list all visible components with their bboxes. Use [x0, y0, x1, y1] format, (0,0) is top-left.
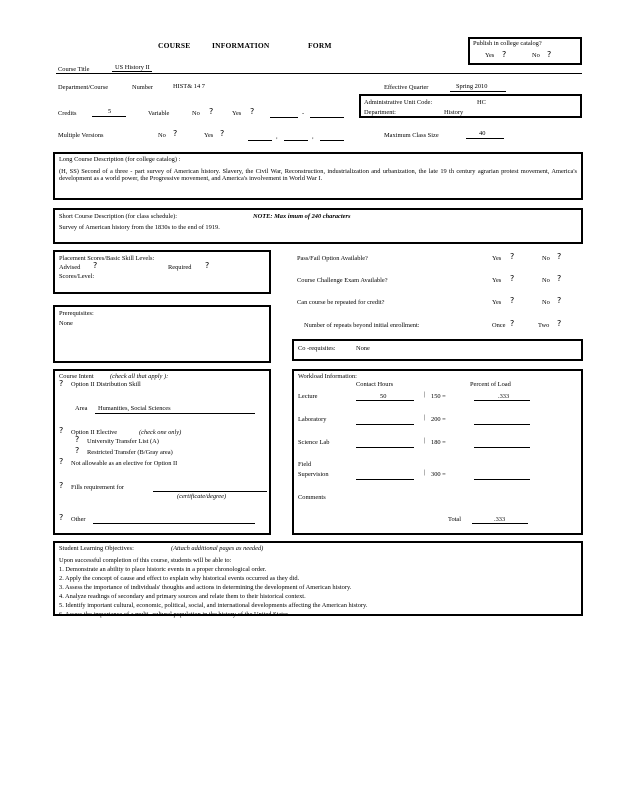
pass-fail-yes-label: Yes [492, 255, 502, 262]
long-description-label: Long Course Description (for college catalog) : [59, 156, 181, 163]
science-lab-divider: | [424, 437, 426, 444]
repeats-twice-label: Two [538, 322, 550, 329]
version-line-2[interactable] [284, 140, 308, 141]
area-value[interactable]: Humanities, Social Sciences [98, 405, 171, 412]
pass-fail-no-label: No [542, 255, 550, 262]
version-comma-2: , [312, 133, 314, 140]
science-lab-hours-line[interactable] [356, 447, 414, 448]
other-line[interactable] [93, 523, 255, 524]
pass-fail-yes-checkbox[interactable]: ? [510, 252, 515, 261]
effective-line [450, 91, 506, 92]
repeat-credit-label: Can course be repeated for credit? [297, 299, 385, 306]
repeat-yes-checkbox[interactable]: ? [510, 296, 515, 305]
short-description-note: NOTE: Max imum of 240 characters [253, 213, 351, 220]
supervision-label: Supervision [298, 471, 329, 478]
prerequisites-value[interactable]: None [59, 320, 73, 327]
corequisites-value[interactable]: None [356, 345, 370, 352]
placement-required-checkbox[interactable]: ? [205, 261, 210, 270]
corequisites-label: Co -requisites: [298, 345, 336, 352]
header-rule [56, 73, 582, 74]
total-value[interactable]: .333 [494, 516, 506, 523]
slo-label: Student Learning Objectives: [59, 545, 134, 552]
not-allowable-checkbox[interactable]: ? [59, 457, 64, 466]
effective-quarter-value[interactable]: Spring 2010 [456, 83, 488, 90]
area-label: Area [75, 405, 88, 412]
repeat-no-checkbox[interactable]: ? [557, 296, 562, 305]
long-description-text[interactable]: (H, SS) Second of a three - part survey of American history. Slavery, the Civil War, Reconstruction, industrialization and urbanization, the late 19 th century agrarian protest movement, America's development as a world power, the Progressive movement, and America's involvement in World War I. [59, 168, 577, 183]
slo-box [53, 541, 583, 616]
area-line [95, 413, 255, 414]
certificate-degree-label: (certificate/degree) [177, 493, 227, 500]
number-label: Number [132, 84, 153, 91]
fills-requirement-checkbox[interactable]: ? [59, 481, 64, 490]
placement-label: Placement Scores/Basic Skill Levels: [59, 255, 155, 262]
slo-item[interactable]: 4. Analyze readings of secondary and primary sources and relate them to their historical context. [59, 593, 306, 600]
multiple-yes-checkbox[interactable]: ? [220, 129, 225, 138]
lecture-divisor: 150 = [431, 393, 446, 400]
slo-note: (Attach additional pages as needed) [171, 545, 264, 552]
comments-label: Comments [298, 494, 326, 501]
field-label: Field [298, 461, 312, 468]
slo-item[interactable]: 1. Demonstrate an ability to place historic events in a proper chronological order. [59, 566, 267, 573]
max-class-value[interactable]: 40 [479, 130, 486, 137]
challenge-no-checkbox[interactable]: ? [557, 274, 562, 283]
multiple-no-checkbox[interactable]: ? [173, 129, 178, 138]
short-description-text[interactable]: Survey of American history from the 1830s to the end of 1919. [59, 224, 220, 231]
field-hours-line[interactable] [356, 479, 414, 480]
credits-line [92, 116, 126, 117]
slo-intro: Upon successful completion of this course, students will be able to: [59, 557, 232, 564]
max-class-label: Maximum Class Size [384, 132, 439, 139]
publish-yes-label: Yes [485, 52, 495, 59]
prerequisites-label: Prerequisites: [59, 310, 94, 317]
placement-advised-checkbox[interactable]: ? [93, 261, 98, 270]
option-distribution-checkbox[interactable]: ? [59, 379, 64, 388]
admin-unit-label: Administrative Unit Code: [364, 99, 433, 106]
placement-advised-label: Advised [59, 264, 81, 271]
publish-no-label: No [532, 52, 540, 59]
transfer-a-label: University Transfer List (A) [87, 438, 159, 445]
course-intent-label: Course Intent [59, 373, 94, 380]
course-intent-note: (check all that apply ): [110, 373, 169, 380]
laboratory-divisor: 200 = [431, 416, 446, 423]
challenge-exam-label: Course Challenge Exam Available? [297, 277, 388, 284]
version-comma-1: , [276, 133, 278, 140]
total-label: Total [448, 516, 462, 523]
repeats-once-label: Once [492, 322, 506, 329]
version-line-3[interactable] [320, 140, 344, 141]
lecture-hours-value[interactable]: 50 [380, 393, 387, 400]
fills-requirement-label: Fills requirement for [71, 484, 124, 491]
not-allowable-label: Not allowable as an elective for Option II [71, 460, 178, 467]
variable-min-line[interactable] [270, 117, 298, 118]
laboratory-percent-line[interactable] [474, 424, 530, 425]
field-percent-line[interactable] [474, 479, 530, 480]
lecture-divider: | [424, 391, 426, 398]
option-elective-note: (check one only) [139, 429, 182, 436]
max-class-line [466, 138, 504, 139]
repeats-once-checkbox[interactable]: ? [510, 319, 515, 328]
field-divisor: 300 = [431, 471, 446, 478]
laboratory-hours-line[interactable] [356, 424, 414, 425]
transfer-b-checkbox[interactable]: ? [75, 446, 80, 455]
lecture-percent-value[interactable]: .333 [498, 393, 510, 400]
repeat-yes-label: Yes [492, 299, 502, 306]
science-lab-divisor: 180 = [431, 439, 446, 446]
laboratory-divider: | [424, 414, 426, 421]
admin-dept-label: Department: [364, 109, 396, 116]
slo-item[interactable]: 2. Apply the concept of cause and effect to explain why historical events occurred as they did. [59, 575, 300, 582]
transfer-b-label: Restricted Transfer (B/Gray area) [87, 449, 173, 456]
long-description-box [53, 152, 583, 200]
variable-no-label: No [192, 110, 200, 117]
challenge-no-label: No [542, 277, 550, 284]
admin-dept-value[interactable]: History [444, 109, 464, 116]
challenge-yes-checkbox[interactable]: ? [510, 274, 515, 283]
variable-yes-label: Yes [232, 110, 242, 117]
laboratory-label: Laboratory [298, 416, 327, 423]
lecture-label: Lecture [298, 393, 318, 400]
variable-max-line[interactable] [310, 117, 344, 118]
form-title-form: FORM [308, 41, 332, 50]
multiple-versions-label: Multiple Versions [58, 132, 104, 139]
multiple-yes-label: Yes [204, 132, 214, 139]
admin-box [359, 94, 582, 118]
option-elective-checkbox[interactable]: ? [59, 426, 64, 435]
publish-no-checkbox[interactable]: ? [547, 50, 552, 59]
version-line-1[interactable] [248, 140, 272, 141]
admin-unit-value[interactable]: HC [477, 99, 486, 106]
option-distribution-label: Option II Distribution Skill [71, 381, 141, 388]
course-title-value[interactable]: US History II [115, 64, 150, 71]
workload-box [292, 369, 583, 535]
pass-fail-no-checkbox[interactable]: ? [557, 252, 562, 261]
science-lab-label: Science Lab [298, 439, 330, 446]
repeat-no-label: No [542, 299, 550, 306]
placement-box [53, 250, 271, 294]
other-checkbox[interactable]: ? [59, 513, 64, 522]
lecture-percent-line [474, 400, 530, 401]
slo-item[interactable]: 3. Assess the importance of individuals' thoughts and actions in determining the development of American history. [59, 584, 352, 591]
fills-requirement-line[interactable] [153, 491, 267, 492]
course-intent-box [53, 369, 271, 535]
form-title-course: COURSE [158, 41, 191, 50]
field-divider: | [424, 469, 426, 476]
slo-item[interactable]: 6. Assess the importance of a multi -cultural population in the history of the United States. [59, 611, 290, 618]
slo-item[interactable]: 5. Identify important cultural, economic, political, social, and international developments affecting the American history. [59, 602, 368, 609]
percent-load-header: Percent of Load [470, 381, 511, 388]
repeats-twice-checkbox[interactable]: ? [557, 319, 562, 328]
pass-fail-label: Pass/Fail Option Available? [297, 255, 368, 262]
total-line [472, 523, 528, 524]
short-description-box [53, 208, 583, 244]
prerequisites-box [53, 305, 271, 363]
challenge-yes-label: Yes [492, 277, 502, 284]
variable-label: Variable [148, 110, 170, 117]
form-title-information: INFORMATION [212, 41, 270, 50]
corequisites-box [292, 339, 583, 361]
variable-no-checkbox[interactable]: ? [209, 107, 214, 116]
course-title-line [112, 71, 152, 72]
publish-yes-checkbox[interactable]: ? [502, 50, 507, 59]
placement-scores-label: Scores/Level: [59, 273, 95, 280]
publish-label: Publish in college catalog? [473, 40, 542, 47]
publish-box [468, 37, 582, 65]
dept-course-label: Department/Course [58, 84, 109, 91]
credits-value[interactable]: 5 [108, 108, 112, 115]
other-label: Other [71, 516, 86, 523]
effective-quarter-label: Effective Quarter [384, 84, 429, 91]
credits-label: Credits [58, 110, 77, 117]
number-value[interactable]: HIST& 14 7 [173, 83, 205, 90]
contact-hours-header: Contact Hours [356, 381, 394, 388]
option-elective-label: Option II Elective [71, 429, 118, 436]
placement-required-label: Required [168, 264, 192, 271]
transfer-a-checkbox[interactable]: ? [75, 435, 80, 444]
multiple-no-label: No [158, 132, 166, 139]
variable-dash: - [302, 110, 305, 117]
workload-label: Workload Information: [298, 373, 357, 380]
repeats-number-label: Number of repeats beyond initial enrollment: [304, 322, 420, 329]
variable-yes-checkbox[interactable]: ? [250, 107, 255, 116]
course-title-label: Course Title [58, 66, 90, 73]
lecture-hours-line [356, 400, 414, 401]
science-lab-percent-line[interactable] [474, 447, 530, 448]
short-description-label: Short Course Description (for class schedule): [59, 213, 178, 220]
